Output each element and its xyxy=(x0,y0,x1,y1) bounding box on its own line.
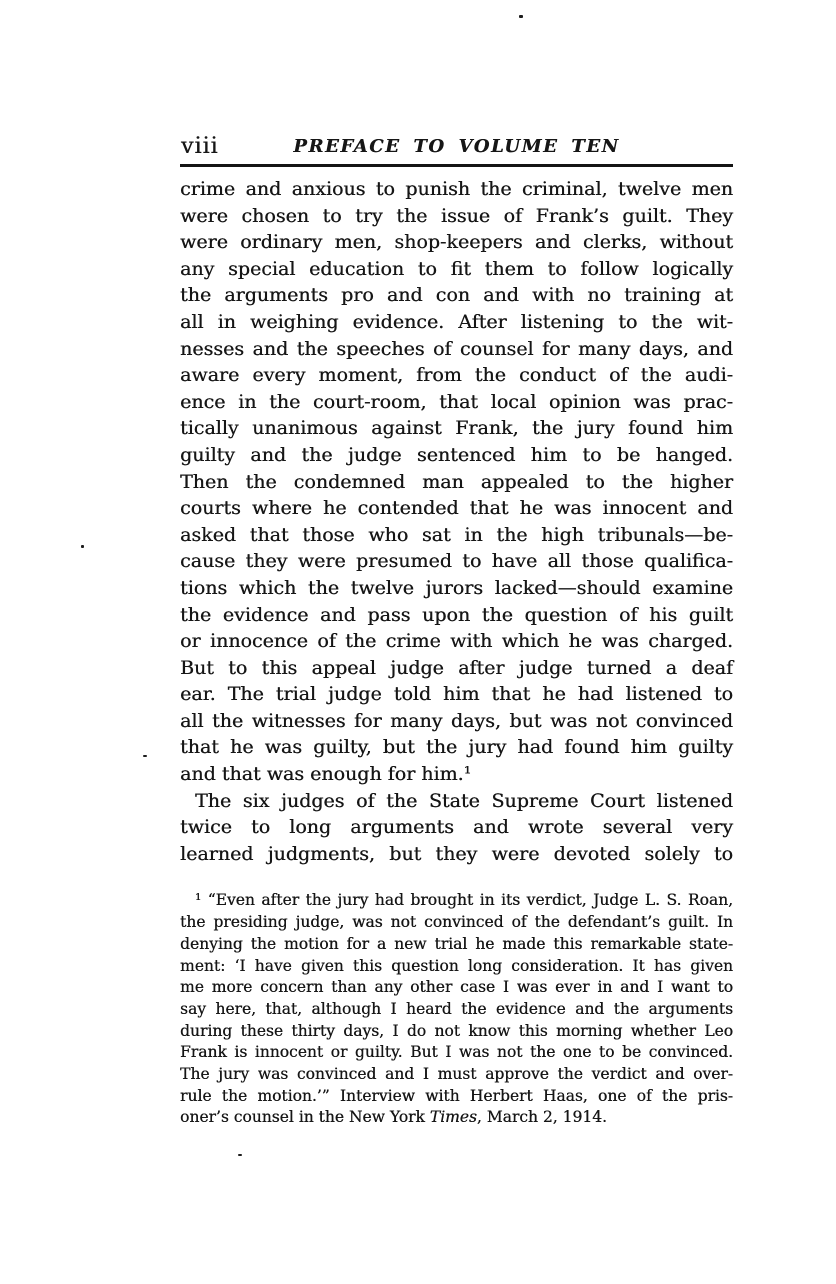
text-line: The jury was convinced and I must approve the verdict and over- xyxy=(180,1064,733,1083)
text-line: ment: ‘I have given this question long consideration. It has given xyxy=(180,956,733,975)
text-line: the evidence and pass upon the question of his guilt xyxy=(180,603,733,626)
text-line: me more concern than any other case I was ever in and I want to xyxy=(180,978,733,997)
text-line: rule the motion.’” Interview with Herbert Haas, one of the pris- xyxy=(180,1086,733,1105)
text-line: tions which the twelve jurors lacked—should examine xyxy=(180,576,733,599)
text-line: all in weighing evidence. After listening to the wit- xyxy=(180,310,733,333)
text-line: all the witnesses for many days, but was not convinced xyxy=(180,709,733,732)
text-line: tically unanimous against Frank, the jury found him xyxy=(180,417,733,440)
text-line: twice to long arguments and wrote several very xyxy=(180,816,733,839)
running-title: PREFACE TO VOLUME TEN xyxy=(293,136,620,157)
scan-speck xyxy=(519,15,523,18)
text-line: learned judgments, but they were devoted solely to xyxy=(180,842,733,865)
text-line: that he was guilty, but the jury had found him guilty xyxy=(180,736,733,759)
text-line: during these thirty days, I do not know this morning whether Leo xyxy=(180,1021,733,1040)
footnote xyxy=(180,890,733,1129)
text-line: and that was enough for him.¹ xyxy=(180,763,472,786)
text-line: ence in the court-room, that local opinion was prac- xyxy=(180,390,733,413)
text-line: were ordinary men, shop-keepers and clerks, without xyxy=(180,231,733,254)
page-header xyxy=(180,133,733,160)
text-column xyxy=(180,133,733,1129)
scan-speck xyxy=(81,545,84,548)
text-line: or innocence of the crime with which he was charged. xyxy=(180,630,733,653)
text-line: ¹ “Even after the jury had brought in its verdict, Judge L. S. Roan, xyxy=(195,891,733,910)
page-number: viii xyxy=(181,134,219,159)
text-line: the arguments pro and con and with no training at xyxy=(180,284,733,307)
text-line: denying the motion for a new trial he made this remarkable state- xyxy=(180,934,733,953)
text-line: guilty and the judge sentenced him to be hanged. xyxy=(180,443,733,466)
scan-speck xyxy=(143,755,147,757)
text-line: Frank is innocent or guilty. But I was not the one to be convinced. xyxy=(180,1043,733,1062)
text-line: cause they were presumed to have all those qualifica- xyxy=(180,550,733,573)
text-line: ear. The trial judge told him that he had listened to xyxy=(180,683,733,706)
body-paragraph-1 xyxy=(180,176,733,788)
text-line: asked that those who sat in the high tribunals—be- xyxy=(180,523,733,546)
text-line: any special education to fit them to follow logically xyxy=(180,257,733,280)
text-line: The six judges of the State Supreme Court listened xyxy=(195,789,733,812)
scan-speck xyxy=(238,1154,242,1156)
header-rule xyxy=(180,164,733,167)
text-line: were chosen to try the issue of Frank’s guilt. They xyxy=(180,204,733,227)
text-line: say here, that, although I heard the evidence and the arguments xyxy=(180,999,733,1018)
text-line: courts where he contended that he was innocent and xyxy=(180,497,733,520)
text-line: aware every moment, from the conduct of the audi- xyxy=(180,364,733,387)
text-line: crime and anxious to punish the criminal, twelve men xyxy=(180,178,733,200)
body-paragraph-2 xyxy=(180,788,733,868)
text-line: the presiding judge, was not convinced of the defendant’s guilt. In xyxy=(180,913,733,932)
text-line: nesses and the speeches of counsel for many days, and xyxy=(180,337,733,360)
body-text xyxy=(180,176,733,867)
text-line: Then the condemned man appealed to the higher xyxy=(180,470,733,493)
text-line: oner’s counsel in the New York Times, March 2, 1914. xyxy=(180,1108,607,1127)
text-line: But to this appeal judge after judge turned a deaf xyxy=(180,656,733,679)
